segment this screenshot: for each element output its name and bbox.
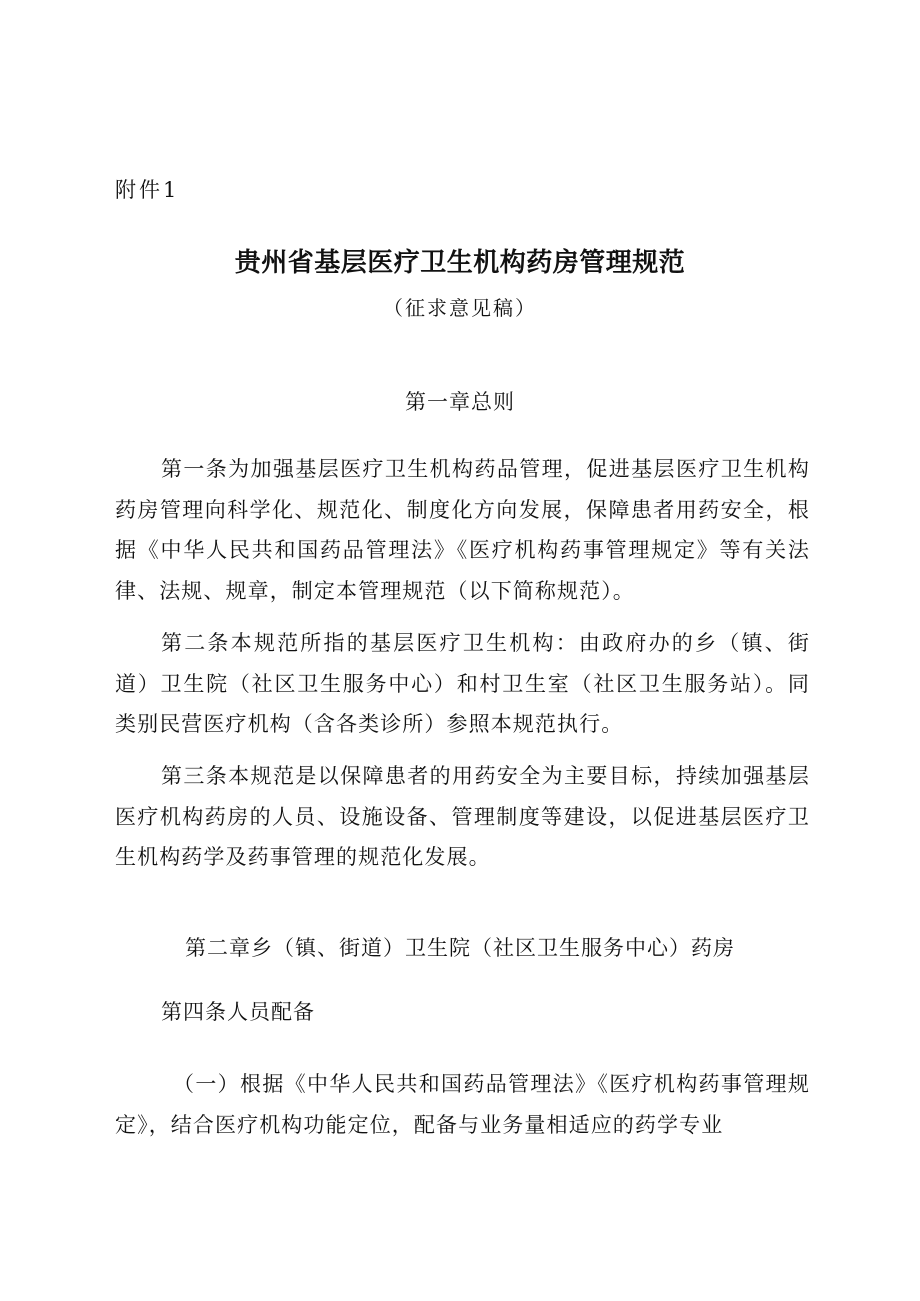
attachment-label: 附件1 xyxy=(115,178,180,202)
document-subtitle: （征求意见稿） xyxy=(383,296,537,320)
article-3-paragraph: 第三条本规范是以保障患者的用药安全为主要目标，持续加强基层医疗机构药房的人员、设施设备、管理制度等建设，以促进基层医疗卫生机构药学及药事管理的规范化发展。 xyxy=(115,764,810,869)
article-4-heading: 第四条人员配备 xyxy=(161,1000,315,1024)
document-title: 贵州省基层医疗卫生机构药房管理规范 xyxy=(234,248,686,278)
article-4-item-1-paragraph: （一）根据《中华人民共和国药品管理法》《医疗机构药事管理规定》，结合医疗机构功能定位，配备与业务量相适应的药学专业 xyxy=(115,1072,810,1137)
article-1-paragraph: 第一条为加强基层医疗卫生机构药品管理，促进基层医疗卫生机构药房管理向科学化、规范化、制度化方向发展，保障患者用药安全，根据《中华人民共和国药品管理法》《医疗机构药事管理规定》等有关法律、法规、规章，制定本管理规范（以下简称规范）。 xyxy=(115,457,810,603)
chapter-2-heading: 第二章乡（镇、街道）卫生院（社区卫生服务中心）药房 xyxy=(185,936,735,960)
chapter-1-heading: 第一章总则 xyxy=(405,390,515,414)
article-2-paragraph: 第二条本规范所指的基层医疗卫生机构：由政府办的乡（镇、街道）卫生院（社区卫生服务中心）和村卫生室（社区卫生服务站）。同类别民营医疗机构（含各类诊所）参照本规范执行。 xyxy=(115,631,810,736)
